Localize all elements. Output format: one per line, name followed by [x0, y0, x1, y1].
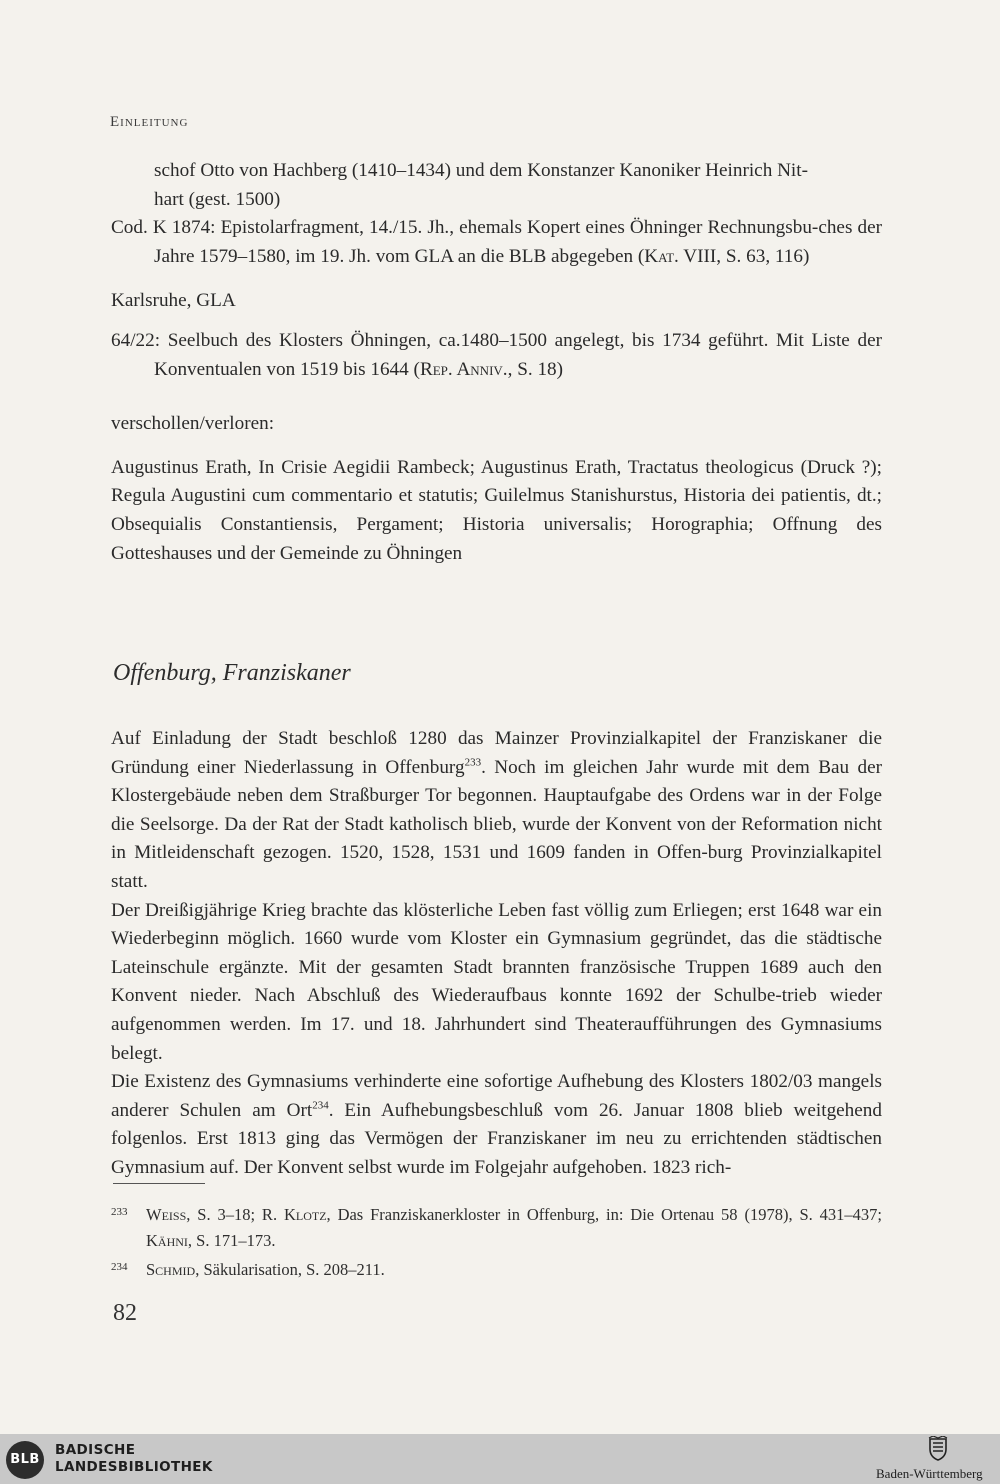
footnote-ref-234[interactable]: 234 [312, 1099, 329, 1112]
gla-entry: 64/22: Seelbuch des Klosters Öhningen, ca.1480–1500 angelegt, bis 1734 geführt. Mit Liste der Konventualen von 1519 bis 1644 (Rep. Anniv., S. 18) [111, 329, 882, 380]
running-head: Einleitung [110, 114, 189, 130]
lost-heading: verschollen/verloren: [111, 413, 275, 435]
footnote-233: 233 Weiss, S. 3–18; R. Klotz, Das Franziskanerkloster in Offenburg, in: Die Ortenau 58 (1978), S. 431–437; Kähni, S. 171–173. [111, 1205, 882, 1250]
library-name[interactable]: BADISCHE LANDESBIBLIOTHEK [55, 1442, 213, 1475]
footnotes [111, 1199, 882, 1283]
paragraph-1: Auf Einladung der Stadt beschloß 1280 das Mainzer Provinzialkapitel der Franziskaner die Gründung einer Niederlassung in Offenburg$^{233}$. Noch im gleichen Jahr wurde mit dem Bau der Klostergebäude neben dem Straßburger Tor begonnen. Hauptaufgabe des Ordens war in der Folge die Seelsorge. Da der Rat der Stadt katholisch blieb, wurde der Konvent von der Reformation nicht in Mitleidenschaft gezogen. 1520, 1528, 1531 und 1609 fanden in Offen-burg Provinzialkapitel statt. [111, 728, 882, 892]
section-title: Offenburg, Franziskaner [113, 660, 351, 686]
location-heading: Karlsruhe, GLA [111, 290, 236, 312]
footnote-rule [113, 1183, 205, 1184]
blb-logo-icon[interactable]: BLB [6, 1441, 44, 1479]
coat-of-arms-icon [927, 1436, 949, 1462]
continued-entry: schof Otto von Hachberg (1410–1434) und dem Konstanzer Kanoniker Heinrich Nit- hart (gest. 1500) [154, 160, 808, 210]
page-number: 82 [113, 1300, 137, 1326]
paragraph-3: Die Existenz des Gymnasiums verhinderte eine sofortige Aufhebung des Klosters 1802/03 mangels anderer Schulen am Ort$^{234}$. Ein Aufhebungsbeschluß vom 26. Januar 1808 blieb weitgehend folgenlos. Erst 1813 ging das Vermögen der Franziskaner im neu zu errichtenden städtischen Gymnasium auf. Der Konvent selbst wurde im Folgejahr aufgehoben. 1823 rich- [111, 1071, 882, 1178]
footnote-234: 234 Schmid, Säkularisation, S. 208–211. [111, 1260, 385, 1279]
section-body [111, 725, 882, 1183]
cod-k-1874-entry: Cod. K 1874: Epistolarfragment, 14./15. Jh., ehemals Kopert eines Öhninger Rechnungsbu-ches der Jahre 1579–1580, im 19. Jh. vom GLA an die BLB abgegeben (Kat. VIII, S. 63, 116) [111, 217, 882, 267]
paragraph-2: Der Dreißigjährige Krieg brachte das klösterliche Leben fast völlig zum Erliegen; erst 1648 war ein Wiederbeginn möglich. 1660 wurde vom Kloster ein Gymnasium gegründet, das die städtische Lateinschule ergänzte. Mit der gesamten Stadt brannten französische Truppen 1689 auch den Konvent nieder. Nach Abschluß des Wiederaufbaus konnte 1692 der Schulbe-trieb wieder aufgenommen werden. Im 17. und 18. Jahrhundert sind Theateraufführungen des Gymnasiums belegt. [111, 899, 882, 1064]
lost-works-list: Augustinus Erath, In Crisie Aegidii Rambeck; Augustinus Erath, Tractatus theologicus (Druck ?); Regula Augustini cum commentario et statutis; Guilelmus Stanishurstus, Historia dei patientis, dt.; Obsequialis Constantiensis, Pergament; Historia universalis; Horographia; Offnung des Gotteshauses und der Gemeinde zu Öhningen [111, 456, 882, 564]
state-label[interactable]: Baden-Württemberg [876, 1466, 983, 1481]
catalog-entries [111, 157, 882, 568]
footnote-ref-233[interactable]: 233 [464, 756, 482, 769]
